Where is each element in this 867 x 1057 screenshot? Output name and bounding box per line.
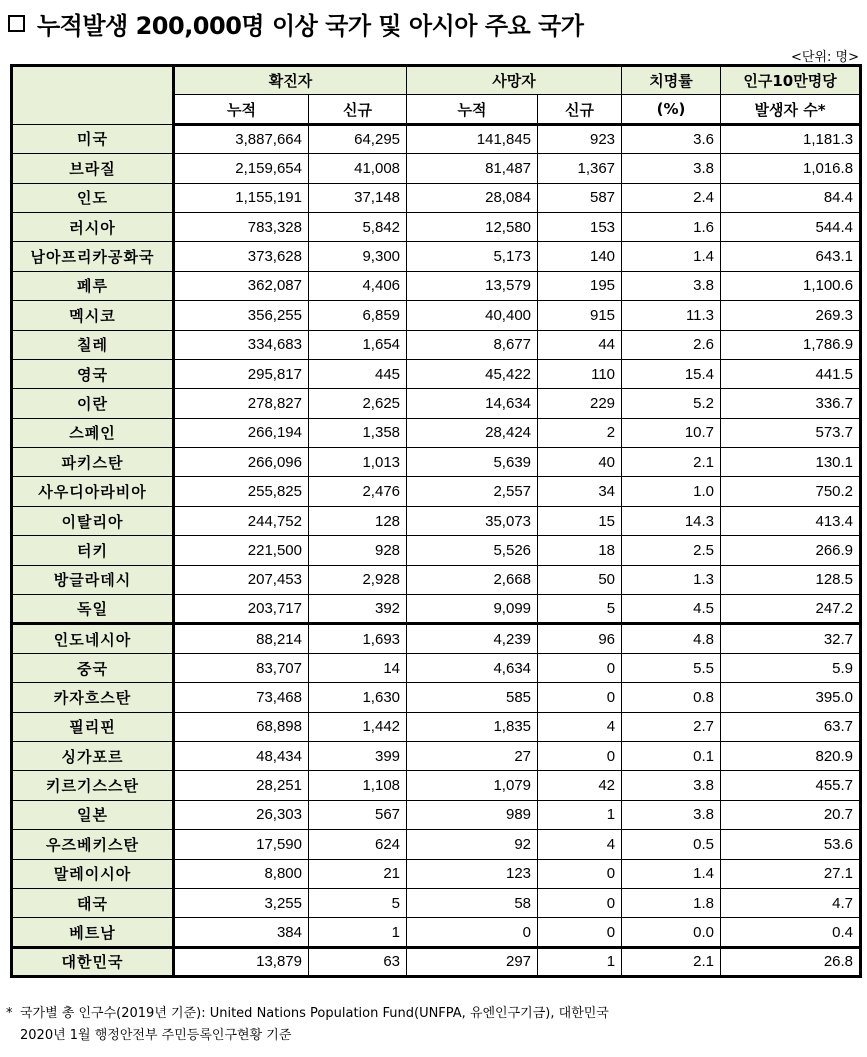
value-cell-conf-new: 928 [309, 536, 407, 565]
header-confirmed-new: 신규 [309, 95, 407, 124]
value-cell-death-cum: 1,079 [407, 771, 538, 800]
value-cell-death-cum: 1,835 [407, 712, 538, 741]
value-cell-conf-new: 2,476 [309, 477, 407, 506]
value-cell-conf-cum: 244,752 [174, 506, 309, 535]
value-cell-per100k: 247.2 [721, 595, 861, 624]
value-cell-death-cum: 989 [407, 800, 538, 829]
value-cell-death-cum: 5,639 [407, 448, 538, 477]
value-cell-cfr: 14.3 [622, 506, 721, 535]
table-row [12, 448, 861, 477]
value-cell-per100k: 441.5 [721, 359, 861, 388]
value-cell-death-new: 44 [538, 330, 622, 359]
value-cell-cfr: 4.5 [622, 595, 721, 624]
table-row [12, 418, 861, 447]
value-cell-conf-new: 37,148 [309, 183, 407, 212]
country-cell: 남아프리카공화국 [12, 242, 174, 271]
value-cell-conf-cum: 255,825 [174, 477, 309, 506]
value-cell-conf-cum: 1,155,191 [174, 183, 309, 212]
header-deaths-new: 신규 [538, 95, 622, 124]
country-cell: 싱가포르 [12, 741, 174, 770]
value-cell-death-cum: 28,084 [407, 183, 538, 212]
value-cell-death-new: 0 [538, 888, 622, 917]
value-cell-death-new: 0 [538, 859, 622, 888]
value-cell-cfr: 0.8 [622, 683, 721, 712]
value-cell-cfr: 1.4 [622, 859, 721, 888]
table-row [12, 918, 861, 947]
value-cell-conf-new: 6,859 [309, 301, 407, 330]
header-corner [12, 66, 174, 125]
value-cell-death-cum: 141,845 [407, 124, 538, 153]
country-cell: 일본 [12, 800, 174, 829]
value-cell-conf-new: 1,013 [309, 448, 407, 477]
country-cell: 페루 [12, 271, 174, 300]
table-body [12, 124, 861, 976]
country-cell: 영국 [12, 359, 174, 388]
value-cell-per100k: 27.1 [721, 859, 861, 888]
value-cell-conf-cum: 28,251 [174, 771, 309, 800]
country-cell: 스페인 [12, 418, 174, 447]
value-cell-cfr: 0.5 [622, 830, 721, 859]
value-cell-death-cum: 5,173 [407, 242, 538, 271]
country-cell: 미국 [12, 124, 174, 153]
table-row [12, 301, 861, 330]
value-cell-death-new: 5 [538, 595, 622, 624]
value-cell-conf-new: 1,654 [309, 330, 407, 359]
value-cell-conf-cum: 17,590 [174, 830, 309, 859]
value-cell-death-cum: 9,099 [407, 595, 538, 624]
value-cell-conf-new: 5,842 [309, 212, 407, 241]
value-cell-per100k: 1,016.8 [721, 154, 861, 183]
value-cell-death-cum: 12,580 [407, 212, 538, 241]
table-row [12, 565, 861, 594]
value-cell-per100k: 573.7 [721, 418, 861, 447]
value-cell-death-new: 96 [538, 624, 622, 653]
value-cell-conf-new: 63 [309, 947, 407, 976]
country-cell: 필리핀 [12, 712, 174, 741]
value-cell-cfr: 2.4 [622, 183, 721, 212]
value-cell-death-new: 1,367 [538, 154, 622, 183]
value-cell-death-cum: 4,239 [407, 624, 538, 653]
value-cell-cfr: 4.8 [622, 624, 721, 653]
value-cell-death-new: 18 [538, 536, 622, 565]
value-cell-conf-cum: 203,717 [174, 595, 309, 624]
value-cell-cfr: 3.8 [622, 771, 721, 800]
value-cell-cfr: 3.6 [622, 124, 721, 153]
value-cell-conf-cum: 8,800 [174, 859, 309, 888]
value-cell-per100k: 455.7 [721, 771, 861, 800]
value-cell-cfr: 5.2 [622, 389, 721, 418]
value-cell-death-new: 1 [538, 800, 622, 829]
value-cell-conf-new: 4,406 [309, 271, 407, 300]
value-cell-per100k: 0.4 [721, 918, 861, 947]
table-row [12, 653, 861, 682]
value-cell-per100k: 53.6 [721, 830, 861, 859]
table-row [12, 741, 861, 770]
value-cell-death-cum: 92 [407, 830, 538, 859]
value-cell-conf-cum: 207,453 [174, 565, 309, 594]
table-row [12, 506, 861, 535]
table-row [12, 800, 861, 829]
value-cell-death-new: 0 [538, 918, 622, 947]
value-cell-conf-cum: 26,303 [174, 800, 309, 829]
value-cell-death-new: 110 [538, 359, 622, 388]
value-cell-cfr: 2.6 [622, 330, 721, 359]
table-row [12, 947, 861, 976]
value-cell-death-cum: 5,526 [407, 536, 538, 565]
table-row [12, 124, 861, 153]
country-cell: 말레이시아 [12, 859, 174, 888]
value-cell-death-cum: 13,579 [407, 271, 538, 300]
value-cell-death-new: 34 [538, 477, 622, 506]
covid-stats-table [10, 64, 862, 978]
value-cell-per100k: 32.7 [721, 624, 861, 653]
value-cell-death-cum: 14,634 [407, 389, 538, 418]
value-cell-per100k: 1,100.6 [721, 271, 861, 300]
footnote [6, 1003, 609, 1047]
value-cell-per100k: 26.8 [721, 947, 861, 976]
value-cell-conf-cum: 362,087 [174, 271, 309, 300]
table-row [12, 477, 861, 506]
value-cell-death-cum: 45,422 [407, 359, 538, 388]
footnote-line-2: 2020년 1월 행정안전부 주민등록인구현황 기준 [20, 1028, 292, 1043]
value-cell-per100k: 5.9 [721, 653, 861, 682]
value-cell-conf-cum: 3,255 [174, 888, 309, 917]
table-row [12, 154, 861, 183]
value-cell-conf-cum: 334,683 [174, 330, 309, 359]
country-cell: 방글라데시 [12, 565, 174, 594]
table-row [12, 712, 861, 741]
value-cell-conf-new: 128 [309, 506, 407, 535]
table-row [12, 683, 861, 712]
table-row [12, 271, 861, 300]
value-cell-cfr: 0.0 [622, 918, 721, 947]
value-cell-cfr: 1.0 [622, 477, 721, 506]
value-cell-conf-cum: 278,827 [174, 389, 309, 418]
country-cell: 우즈베키스탄 [12, 830, 174, 859]
value-cell-conf-cum: 13,879 [174, 947, 309, 976]
value-cell-cfr: 1.6 [622, 212, 721, 241]
value-cell-cfr: 10.7 [622, 418, 721, 447]
value-cell-cfr: 3.8 [622, 271, 721, 300]
value-cell-death-new: 15 [538, 506, 622, 535]
value-cell-per100k: 128.5 [721, 565, 861, 594]
value-cell-per100k: 643.1 [721, 242, 861, 271]
country-cell: 파키스탄 [12, 448, 174, 477]
value-cell-death-new: 4 [538, 712, 622, 741]
value-cell-death-cum: 585 [407, 683, 538, 712]
title-text: 누적발생 200,000명 이상 국가 및 아시아 주요 국가 [37, 11, 584, 40]
table-row [12, 536, 861, 565]
value-cell-cfr: 1.3 [622, 565, 721, 594]
country-cell: 이탈리아 [12, 506, 174, 535]
value-cell-cfr: 11.3 [622, 301, 721, 330]
unit-label: <단위: 명> [791, 50, 859, 65]
table-row [12, 771, 861, 800]
value-cell-death-cum: 297 [407, 947, 538, 976]
value-cell-death-new: 153 [538, 212, 622, 241]
value-cell-cfr: 2.5 [622, 536, 721, 565]
header-per100k-sub: 발생자 수* [721, 95, 861, 124]
value-cell-per100k: 336.7 [721, 389, 861, 418]
checkbox-square-icon [8, 15, 25, 32]
value-cell-conf-new: 5 [309, 888, 407, 917]
value-cell-conf-cum: 48,434 [174, 741, 309, 770]
value-cell-death-new: 0 [538, 653, 622, 682]
value-cell-conf-new: 41,008 [309, 154, 407, 183]
value-cell-conf-new: 1,630 [309, 683, 407, 712]
value-cell-death-cum: 28,424 [407, 418, 538, 447]
value-cell-death-cum: 0 [407, 918, 538, 947]
value-cell-conf-new: 2,928 [309, 565, 407, 594]
value-cell-death-cum: 27 [407, 741, 538, 770]
header-confirmed-cumulative: 누적 [174, 95, 309, 124]
value-cell-cfr: 1.4 [622, 242, 721, 271]
value-cell-death-cum: 8,677 [407, 330, 538, 359]
value-cell-death-new: 40 [538, 448, 622, 477]
value-cell-conf-cum: 2,159,654 [174, 154, 309, 183]
value-cell-conf-new: 64,295 [309, 124, 407, 153]
header-confirmed: 확진자 [174, 66, 407, 95]
country-cell: 카자흐스탄 [12, 683, 174, 712]
value-cell-death-cum: 35,073 [407, 506, 538, 535]
footnote-line-1: 국가별 총 인구수(2019년 기준): United Nations Population Fund(UNFPA, 유엔인구기금), 대한민국 [20, 1006, 609, 1021]
value-cell-conf-new: 14 [309, 653, 407, 682]
value-cell-per100k: 1,786.9 [721, 330, 861, 359]
country-cell: 대한민국 [12, 947, 174, 976]
value-cell-conf-new: 1,693 [309, 624, 407, 653]
value-cell-death-new: 4 [538, 830, 622, 859]
table-row [12, 212, 861, 241]
value-cell-death-cum: 2,557 [407, 477, 538, 506]
value-cell-conf-cum: 83,707 [174, 653, 309, 682]
value-cell-cfr: 1.8 [622, 888, 721, 917]
value-cell-per100k: 4.7 [721, 888, 861, 917]
header-per100k: 인구10만명당 [721, 66, 861, 95]
value-cell-conf-new: 624 [309, 830, 407, 859]
value-cell-death-new: 587 [538, 183, 622, 212]
value-cell-cfr: 3.8 [622, 800, 721, 829]
country-cell: 칠레 [12, 330, 174, 359]
value-cell-cfr: 2.1 [622, 448, 721, 477]
value-cell-conf-new: 1 [309, 918, 407, 947]
value-cell-conf-new: 1,442 [309, 712, 407, 741]
value-cell-cfr: 5.5 [622, 653, 721, 682]
header-cfr: 치명률 [622, 66, 721, 95]
value-cell-conf-cum: 266,096 [174, 448, 309, 477]
country-cell: 이란 [12, 389, 174, 418]
value-cell-conf-cum: 783,328 [174, 212, 309, 241]
value-cell-conf-cum: 3,887,664 [174, 124, 309, 153]
value-cell-death-new: 0 [538, 741, 622, 770]
value-cell-conf-new: 1,358 [309, 418, 407, 447]
value-cell-death-new: 42 [538, 771, 622, 800]
value-cell-death-new: 0 [538, 683, 622, 712]
value-cell-cfr: 3.8 [622, 154, 721, 183]
value-cell-cfr: 2.7 [622, 712, 721, 741]
value-cell-per100k: 130.1 [721, 448, 861, 477]
footnote-star: * [6, 1006, 13, 1021]
value-cell-death-cum: 40,400 [407, 301, 538, 330]
value-cell-death-new: 1 [538, 947, 622, 976]
value-cell-conf-new: 21 [309, 859, 407, 888]
country-cell: 터키 [12, 536, 174, 565]
value-cell-per100k: 84.4 [721, 183, 861, 212]
table-row [12, 183, 861, 212]
country-cell: 사우디아라비아 [12, 477, 174, 506]
value-cell-conf-cum: 266,194 [174, 418, 309, 447]
value-cell-per100k: 269.3 [721, 301, 861, 330]
header-row-top [12, 66, 861, 95]
value-cell-per100k: 266.9 [721, 536, 861, 565]
value-cell-conf-cum: 68,898 [174, 712, 309, 741]
table-row [12, 888, 861, 917]
value-cell-cfr: 2.1 [622, 947, 721, 976]
value-cell-conf-cum: 373,628 [174, 242, 309, 271]
value-cell-death-new: 2 [538, 418, 622, 447]
value-cell-conf-new: 1,108 [309, 771, 407, 800]
value-cell-conf-cum: 221,500 [174, 536, 309, 565]
table-row [12, 359, 861, 388]
table-row [12, 830, 861, 859]
value-cell-per100k: 63.7 [721, 712, 861, 741]
header-cfr-unit: (%) [622, 95, 721, 124]
country-cell: 러시아 [12, 212, 174, 241]
country-cell: 베트남 [12, 918, 174, 947]
value-cell-per100k: 750.2 [721, 477, 861, 506]
header-deaths: 사망자 [407, 66, 622, 95]
table-row [12, 595, 861, 624]
value-cell-per100k: 20.7 [721, 800, 861, 829]
value-cell-conf-cum: 73,468 [174, 683, 309, 712]
value-cell-conf-cum: 356,255 [174, 301, 309, 330]
value-cell-cfr: 0.1 [622, 741, 721, 770]
value-cell-death-new: 923 [538, 124, 622, 153]
value-cell-per100k: 395.0 [721, 683, 861, 712]
value-cell-per100k: 413.4 [721, 506, 861, 535]
value-cell-conf-cum: 384 [174, 918, 309, 947]
value-cell-conf-new: 567 [309, 800, 407, 829]
country-cell: 독일 [12, 595, 174, 624]
value-cell-death-cum: 123 [407, 859, 538, 888]
value-cell-death-new: 140 [538, 242, 622, 271]
value-cell-conf-new: 392 [309, 595, 407, 624]
value-cell-cfr: 15.4 [622, 359, 721, 388]
value-cell-conf-new: 9,300 [309, 242, 407, 271]
country-cell: 태국 [12, 888, 174, 917]
country-cell: 인도 [12, 183, 174, 212]
value-cell-death-new: 229 [538, 389, 622, 418]
value-cell-death-new: 50 [538, 565, 622, 594]
value-cell-conf-new: 2,625 [309, 389, 407, 418]
value-cell-death-cum: 2,668 [407, 565, 538, 594]
value-cell-conf-new: 399 [309, 741, 407, 770]
value-cell-conf-cum: 88,214 [174, 624, 309, 653]
country-cell: 브라질 [12, 154, 174, 183]
value-cell-death-cum: 4,634 [407, 653, 538, 682]
table-row [12, 859, 861, 888]
value-cell-per100k: 544.4 [721, 212, 861, 241]
value-cell-per100k: 820.9 [721, 741, 861, 770]
value-cell-death-cum: 81,487 [407, 154, 538, 183]
table-row [12, 242, 861, 271]
country-cell: 중국 [12, 653, 174, 682]
country-cell: 키르기스스탄 [12, 771, 174, 800]
value-cell-death-new: 915 [538, 301, 622, 330]
value-cell-conf-new: 445 [309, 359, 407, 388]
value-cell-conf-cum: 295,817 [174, 359, 309, 388]
table-row [12, 330, 861, 359]
page-title [8, 6, 583, 40]
country-cell: 멕시코 [12, 301, 174, 330]
value-cell-death-cum: 58 [407, 888, 538, 917]
country-cell: 인도네시아 [12, 624, 174, 653]
value-cell-per100k: 1,181.3 [721, 124, 861, 153]
table-row [12, 624, 861, 653]
value-cell-death-new: 195 [538, 271, 622, 300]
table-row [12, 389, 861, 418]
header-deaths-cumulative: 누적 [407, 95, 538, 124]
